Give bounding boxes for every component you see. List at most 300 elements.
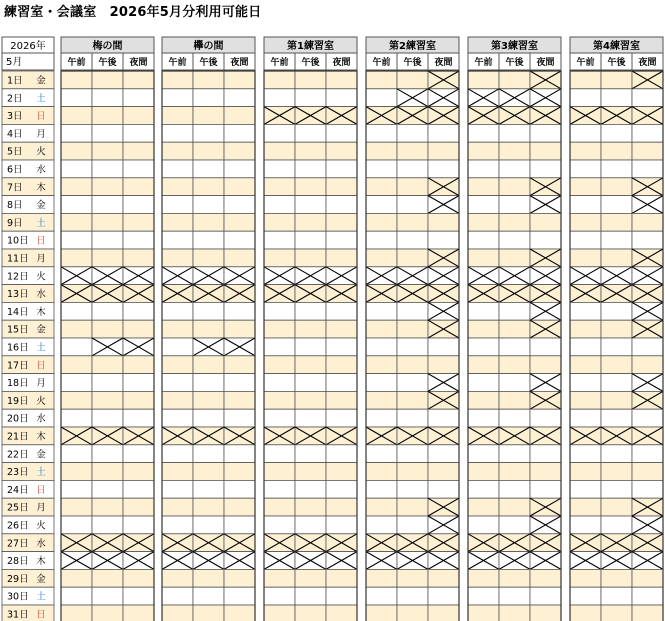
slot-cell [264, 516, 295, 534]
slot-cell [193, 587, 224, 605]
slot-cell [162, 587, 193, 605]
slot-cell [601, 463, 632, 481]
year-label: 2026年 [10, 41, 46, 52]
slot-cell [224, 409, 255, 427]
slot-cell [295, 480, 326, 498]
slot-cell [61, 71, 92, 89]
slot-cell [326, 374, 357, 392]
slot-cell [162, 569, 193, 587]
slot-cell [570, 320, 601, 338]
slot-cell [92, 320, 123, 338]
slot-cell [224, 213, 255, 231]
date-label: 21日 [7, 431, 29, 443]
slot-cell [428, 124, 459, 142]
weekday-label: 月 [36, 378, 46, 390]
slot-cell [366, 160, 397, 178]
slot-cell [499, 71, 530, 89]
date-label: 14日 [7, 306, 29, 318]
period-label: 夜間 [230, 58, 249, 68]
slot-cell [397, 391, 428, 409]
slot-cell [326, 338, 357, 356]
slot-cell [162, 160, 193, 178]
slot-cell [468, 249, 499, 267]
slot-cell [468, 142, 499, 160]
slot-cell [61, 107, 92, 125]
period-label: 夜間 [332, 58, 351, 68]
slot-cell [366, 409, 397, 427]
slot-cell [193, 605, 224, 621]
slot-cell [326, 320, 357, 338]
slot-cell [61, 356, 92, 374]
slot-cell [162, 142, 193, 160]
weekday-label: 火 [36, 146, 46, 158]
slot-cell [632, 605, 663, 621]
slot-cell [366, 356, 397, 374]
slot-cell [326, 356, 357, 374]
slot-cell [601, 124, 632, 142]
slot-cell [92, 605, 123, 621]
slot-cell [61, 605, 92, 621]
slot-cell [601, 516, 632, 534]
slot-cell [123, 445, 154, 463]
slot-cell [61, 89, 92, 107]
date-label: 18日 [7, 378, 29, 390]
slot-cell [601, 356, 632, 374]
slot-cell [61, 374, 92, 392]
slot-cell [162, 320, 193, 338]
slot-cell [264, 89, 295, 107]
slot-cell [499, 605, 530, 621]
slot-cell [499, 178, 530, 196]
period-label: 午後 [301, 58, 320, 68]
slot-cell [428, 605, 459, 621]
weekday-label: 火 [36, 520, 46, 532]
slot-cell [468, 587, 499, 605]
slot-cell [530, 480, 561, 498]
slot-cell [530, 213, 561, 231]
slot-cell [366, 196, 397, 214]
slot-cell [295, 605, 326, 621]
slot-cell [326, 302, 357, 320]
slot-cell [468, 391, 499, 409]
slot-cell [366, 569, 397, 587]
month-label: 5月 [6, 57, 23, 68]
slot-cell [61, 124, 92, 142]
slot-cell [570, 338, 601, 356]
date-label: 17日 [7, 360, 29, 372]
slot-cell [193, 516, 224, 534]
slot-cell [193, 320, 224, 338]
slot-cell [295, 142, 326, 160]
slot-cell [397, 320, 428, 338]
slot-cell [61, 463, 92, 481]
slot-cell [570, 605, 601, 621]
weekday-label: 水 [36, 538, 46, 550]
slot-cell [632, 569, 663, 587]
slot-cell [601, 249, 632, 267]
slot-cell [92, 89, 123, 107]
slot-cell [162, 124, 193, 142]
slot-cell [530, 409, 561, 427]
slot-cell [428, 338, 459, 356]
slot-cell [468, 178, 499, 196]
slot-cell [601, 391, 632, 409]
slot-cell [295, 516, 326, 534]
slot-cell [295, 320, 326, 338]
slot-cell [61, 391, 92, 409]
slot-cell [224, 196, 255, 214]
slot-cell [428, 356, 459, 374]
slot-cell [264, 231, 295, 249]
slot-cell [428, 587, 459, 605]
slot-cell [397, 196, 428, 214]
slot-cell [468, 160, 499, 178]
slot-cell [428, 231, 459, 249]
date-label: 29日 [7, 573, 29, 585]
slot-cell [601, 374, 632, 392]
slot-cell [61, 587, 92, 605]
slot-cell [123, 320, 154, 338]
slot-cell [468, 569, 499, 587]
slot-cell [92, 374, 123, 392]
slot-cell [499, 480, 530, 498]
slot-cell [123, 249, 154, 267]
slot-cell [295, 124, 326, 142]
room-name: 第2練習室 [389, 41, 436, 52]
slot-cell [92, 107, 123, 125]
slot-cell [123, 409, 154, 427]
slot-cell [499, 391, 530, 409]
slot-cell [224, 391, 255, 409]
slot-cell [499, 498, 530, 516]
slot-cell [397, 71, 428, 89]
slot-cell [632, 160, 663, 178]
weekday-label: 土 [36, 217, 46, 229]
weekday-label: 金 [36, 449, 46, 461]
slot-cell [162, 107, 193, 125]
slot-cell [468, 374, 499, 392]
period-label: 夜間 [638, 58, 657, 68]
slot-cell [468, 302, 499, 320]
slot-cell [530, 142, 561, 160]
slot-cell [326, 142, 357, 160]
page-title: 練習室・会議室 2026年5月分利用可能日 [4, 5, 262, 20]
slot-cell [468, 463, 499, 481]
slot-cell [224, 124, 255, 142]
weekday-label: 日 [36, 111, 46, 123]
slot-cell [499, 587, 530, 605]
date-label: 27日 [7, 538, 29, 550]
slot-cell [468, 196, 499, 214]
slot-cell [162, 231, 193, 249]
slot-cell [397, 142, 428, 160]
slot-cell [397, 231, 428, 249]
weekday-label: 土 [36, 591, 46, 603]
slot-cell [295, 391, 326, 409]
slot-cell [570, 196, 601, 214]
slot-cell [570, 445, 601, 463]
slot-cell [193, 249, 224, 267]
slot-cell [366, 89, 397, 107]
date-label: 2日 [7, 93, 23, 105]
slot-cell [92, 178, 123, 196]
slot-cell [162, 302, 193, 320]
slot-cell [162, 89, 193, 107]
slot-cell [295, 587, 326, 605]
slot-cell [224, 498, 255, 516]
slot-cell [295, 463, 326, 481]
slot-cell [224, 178, 255, 196]
slot-cell [366, 178, 397, 196]
slot-cell [92, 142, 123, 160]
slot-cell [295, 89, 326, 107]
slot-cell [92, 231, 123, 249]
slot-cell [468, 605, 499, 621]
slot-cell [326, 463, 357, 481]
date-label: 10日 [7, 235, 29, 247]
weekday-label: 土 [36, 93, 46, 105]
slot-cell [92, 356, 123, 374]
slot-cell [162, 374, 193, 392]
slot-cell [193, 89, 224, 107]
date-label: 13日 [7, 289, 29, 301]
weekday-label: 金 [36, 324, 46, 336]
slot-cell [326, 89, 357, 107]
slot-cell [92, 249, 123, 267]
slot-cell [499, 249, 530, 267]
slot-cell [468, 231, 499, 249]
slot-cell [601, 480, 632, 498]
period-label: 午後 [403, 58, 422, 68]
slot-cell [162, 338, 193, 356]
room-name: 第3練習室 [491, 41, 538, 52]
slot-cell [468, 213, 499, 231]
slot-cell [123, 71, 154, 89]
slot-cell [264, 160, 295, 178]
slot-cell [499, 196, 530, 214]
slot-cell [123, 516, 154, 534]
slot-cell [499, 142, 530, 160]
slot-cell [61, 516, 92, 534]
slot-cell [295, 356, 326, 374]
slot-cell [397, 605, 428, 621]
slot-cell [468, 480, 499, 498]
slot-cell [61, 338, 92, 356]
date-label: 15日 [7, 324, 29, 336]
slot-cell [92, 409, 123, 427]
slot-cell [397, 409, 428, 427]
slot-cell [570, 498, 601, 516]
slot-cell [601, 71, 632, 89]
slot-cell [61, 480, 92, 498]
slot-cell [123, 569, 154, 587]
period-label: 午後 [199, 58, 218, 68]
slot-cell [601, 196, 632, 214]
date-label: 24日 [7, 484, 29, 496]
slot-cell [92, 391, 123, 409]
slot-cell [193, 498, 224, 516]
slot-cell [224, 605, 255, 621]
weekday-label: 月 [36, 128, 46, 140]
slot-cell [123, 213, 154, 231]
slot-cell [295, 196, 326, 214]
date-label: 7日 [7, 182, 23, 194]
slot-cell [193, 391, 224, 409]
slot-cell [264, 249, 295, 267]
slot-cell [499, 160, 530, 178]
slot-cell [397, 587, 428, 605]
slot-cell [326, 569, 357, 587]
period-label: 午後 [607, 58, 626, 68]
slot-cell [92, 569, 123, 587]
weekday-label: 日 [36, 609, 46, 621]
slot-cell [530, 569, 561, 587]
slot-cell [92, 516, 123, 534]
slot-cell [601, 409, 632, 427]
slot-cell [366, 391, 397, 409]
slot-cell [632, 338, 663, 356]
slot-cell [499, 231, 530, 249]
slot-cell [366, 498, 397, 516]
slot-cell [224, 302, 255, 320]
slot-cell [162, 196, 193, 214]
slot-cell [570, 516, 601, 534]
weekday-label: 金 [36, 573, 46, 585]
slot-cell [530, 463, 561, 481]
slot-cell [123, 356, 154, 374]
slot-cell [123, 302, 154, 320]
slot-cell [601, 498, 632, 516]
slot-cell [428, 463, 459, 481]
date-label: 6日 [7, 164, 23, 176]
slot-cell [61, 409, 92, 427]
slot-cell [468, 320, 499, 338]
slot-cell [468, 356, 499, 374]
slot-cell [366, 302, 397, 320]
room-name: 梅の間 [92, 41, 123, 52]
slot-cell [326, 391, 357, 409]
slot-cell [295, 302, 326, 320]
slot-cell [92, 124, 123, 142]
slot-cell [224, 160, 255, 178]
slot-cell [162, 480, 193, 498]
slot-cell [264, 445, 295, 463]
slot-cell [632, 356, 663, 374]
slot-cell [295, 569, 326, 587]
slot-cell [295, 409, 326, 427]
slot-cell [468, 445, 499, 463]
slot-cell [428, 142, 459, 160]
slot-cell [92, 445, 123, 463]
slot-cell [193, 356, 224, 374]
slot-cell [193, 374, 224, 392]
slot-cell [499, 213, 530, 231]
slot-cell [326, 71, 357, 89]
slot-cell [530, 160, 561, 178]
slot-cell [499, 463, 530, 481]
slot-cell [397, 445, 428, 463]
period-label: 午前 [67, 58, 86, 68]
slot-cell [224, 480, 255, 498]
slot-cell [193, 107, 224, 125]
slot-cell [366, 480, 397, 498]
slot-cell [61, 249, 92, 267]
slot-cell [632, 231, 663, 249]
slot-cell [123, 463, 154, 481]
slot-cell [570, 178, 601, 196]
slot-cell [224, 569, 255, 587]
slot-cell [92, 463, 123, 481]
slot-cell [123, 498, 154, 516]
slot-cell [61, 178, 92, 196]
slot-cell [123, 374, 154, 392]
slot-cell [397, 569, 428, 587]
slot-cell [530, 356, 561, 374]
slot-cell [601, 569, 632, 587]
slot-cell [224, 374, 255, 392]
slot-cell [499, 124, 530, 142]
slot-cell [162, 498, 193, 516]
slot-cell [570, 480, 601, 498]
slot-cell [530, 124, 561, 142]
slot-cell [162, 516, 193, 534]
slot-cell [366, 142, 397, 160]
slot-cell [570, 249, 601, 267]
slot-cell [468, 71, 499, 89]
slot-cell [499, 569, 530, 587]
slot-cell [326, 605, 357, 621]
slot-cell [601, 160, 632, 178]
slot-cell [61, 196, 92, 214]
slot-cell [397, 178, 428, 196]
slot-cell [224, 445, 255, 463]
slot-cell [264, 178, 295, 196]
period-label: 午前 [168, 58, 187, 68]
slot-cell [601, 302, 632, 320]
slot-cell [326, 409, 357, 427]
slot-cell [162, 249, 193, 267]
slot-cell [601, 587, 632, 605]
slot-cell [570, 160, 601, 178]
slot-cell [601, 320, 632, 338]
slot-cell [468, 409, 499, 427]
slot-cell [264, 302, 295, 320]
slot-cell [123, 196, 154, 214]
slot-cell [499, 516, 530, 534]
period-label: 午前 [270, 58, 289, 68]
slot-cell [570, 142, 601, 160]
slot-cell [224, 89, 255, 107]
date-label: 28日 [7, 556, 29, 568]
period-label: 夜間 [129, 58, 148, 68]
slot-cell [326, 249, 357, 267]
slot-cell [162, 178, 193, 196]
slot-cell [570, 71, 601, 89]
slot-cell [601, 231, 632, 249]
room-name: 第1練習室 [287, 41, 334, 52]
weekday-label: 木 [36, 431, 46, 443]
slot-cell [326, 480, 357, 498]
slot-cell [162, 409, 193, 427]
slot-cell [530, 587, 561, 605]
slot-cell [632, 587, 663, 605]
slot-cell [326, 178, 357, 196]
slot-cell [264, 196, 295, 214]
slot-cell [468, 498, 499, 516]
slot-cell [295, 498, 326, 516]
slot-cell [499, 445, 530, 463]
period-label: 午後 [98, 58, 117, 68]
